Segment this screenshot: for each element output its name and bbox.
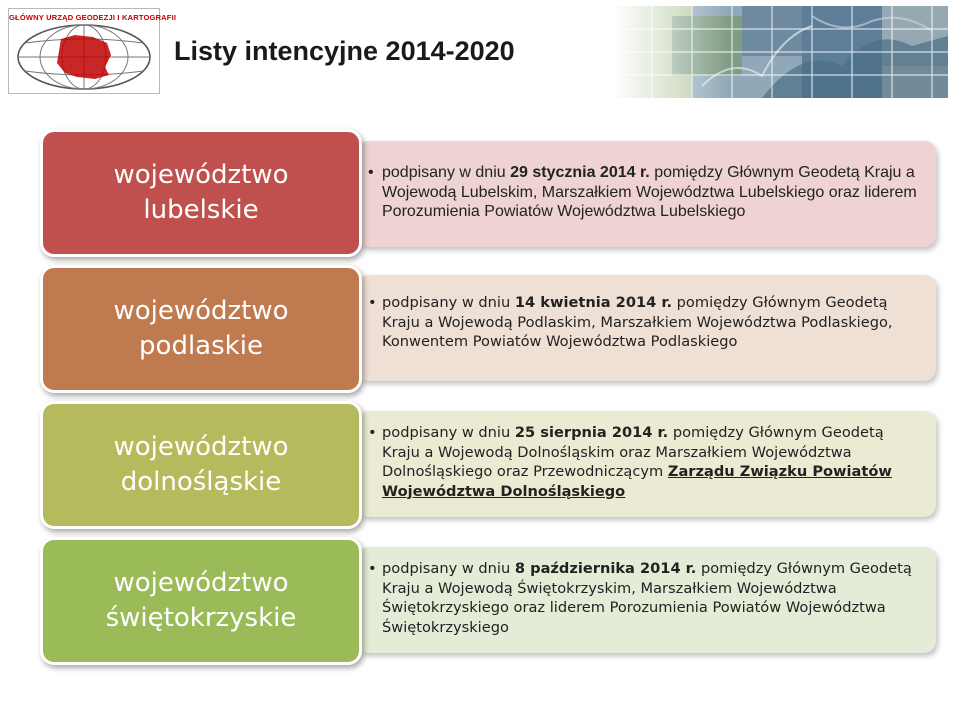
label-podlaskie [40,265,362,393]
row-lubelskie [0,129,960,259]
content-lubelskie [356,141,936,247]
content-podlaskie [356,275,936,381]
text-date: 8 października 2014 r. [514,560,697,577]
text-post: pomiędzy Głównym Geodetą Kraju a Wojewodą Dolnośląskim oraz Marszałkiem Województwa Dolnośląskiego oraz Przewodniczącym [382,424,884,480]
label-line1: województwo [113,431,289,462]
content-text [368,423,922,501]
bullet-icon: • [368,560,377,577]
label-line2: dolnośląskie [120,467,282,497]
page-title: Listy intencyjne 2014-2020 [174,36,515,66]
content-text [368,163,922,222]
text-pre: podpisany w dniu [382,164,511,181]
text-date: 29 stycznia 2014 r. [510,164,650,181]
text-pre: podpisany w dniu [382,294,515,311]
content-text [368,559,922,637]
text-date: 25 sierpnia 2014 r. [514,424,669,441]
text-post: pomiędzy Głównym Geodetą Kraju a Wojewodą Podlaskim, Marszałkiem Województwa Podlaskiego, Konwentem Powiatów Województwa Podlaskiego [382,294,893,350]
text-date: 14 kwietnia 2014 r. [514,294,673,311]
label-line2: podlaskie [139,331,263,361]
row-podlaskie [0,265,960,395]
label-line1: województwo [113,295,289,326]
bullet-icon: • [368,294,377,311]
bullet-icon: • [368,424,377,441]
text-pre: podpisany w dniu [382,424,515,441]
label-lubelskie [40,129,362,257]
row-dolnoslaskie [0,401,960,531]
label-swietokrzyskie [40,537,362,665]
text-underlined: Zarządu Związku Powiatów Województwa Dolnośląskiego [382,463,892,500]
satellite-map-banner [612,6,948,98]
bullet-icon: • [368,164,374,181]
content-swietokrzyskie [356,547,936,653]
row-swietokrzyskie [0,537,960,667]
content-dolnoslaskie [356,411,936,517]
label-dolnoslaskie [40,401,362,529]
slide-header [0,0,960,100]
globe-icon [13,23,155,91]
label-line2: lubelskie [143,195,259,225]
text-post: pomiędzy Głównym Geodetą Kraju a Wojewodą Lubelskim, Marszałkiem Województwa Lubelskiego oraz liderem Porozumienia Powiatów Województwa Lubelskiego [382,164,917,220]
logo-text: GŁÓWNY URZĄD GEODEZJI I KARTOGRAFII [9,13,177,22]
gugik-logo [8,8,177,94]
label-line2: świętokrzyskie [105,603,297,633]
content-text [368,293,922,352]
text-post: pomiędzy Głównym Geodetą Kraju a Wojewodą Świętokrzyskim, Marszałkiem Województwa Świętokrzyskiego oraz liderem Porozumienia Powiatów Województwa Świętokrzyskiego [382,560,912,636]
label-line1: województwo [113,567,289,598]
label-line1: województwo [113,159,289,190]
text-pre: podpisany w dniu [382,560,515,577]
